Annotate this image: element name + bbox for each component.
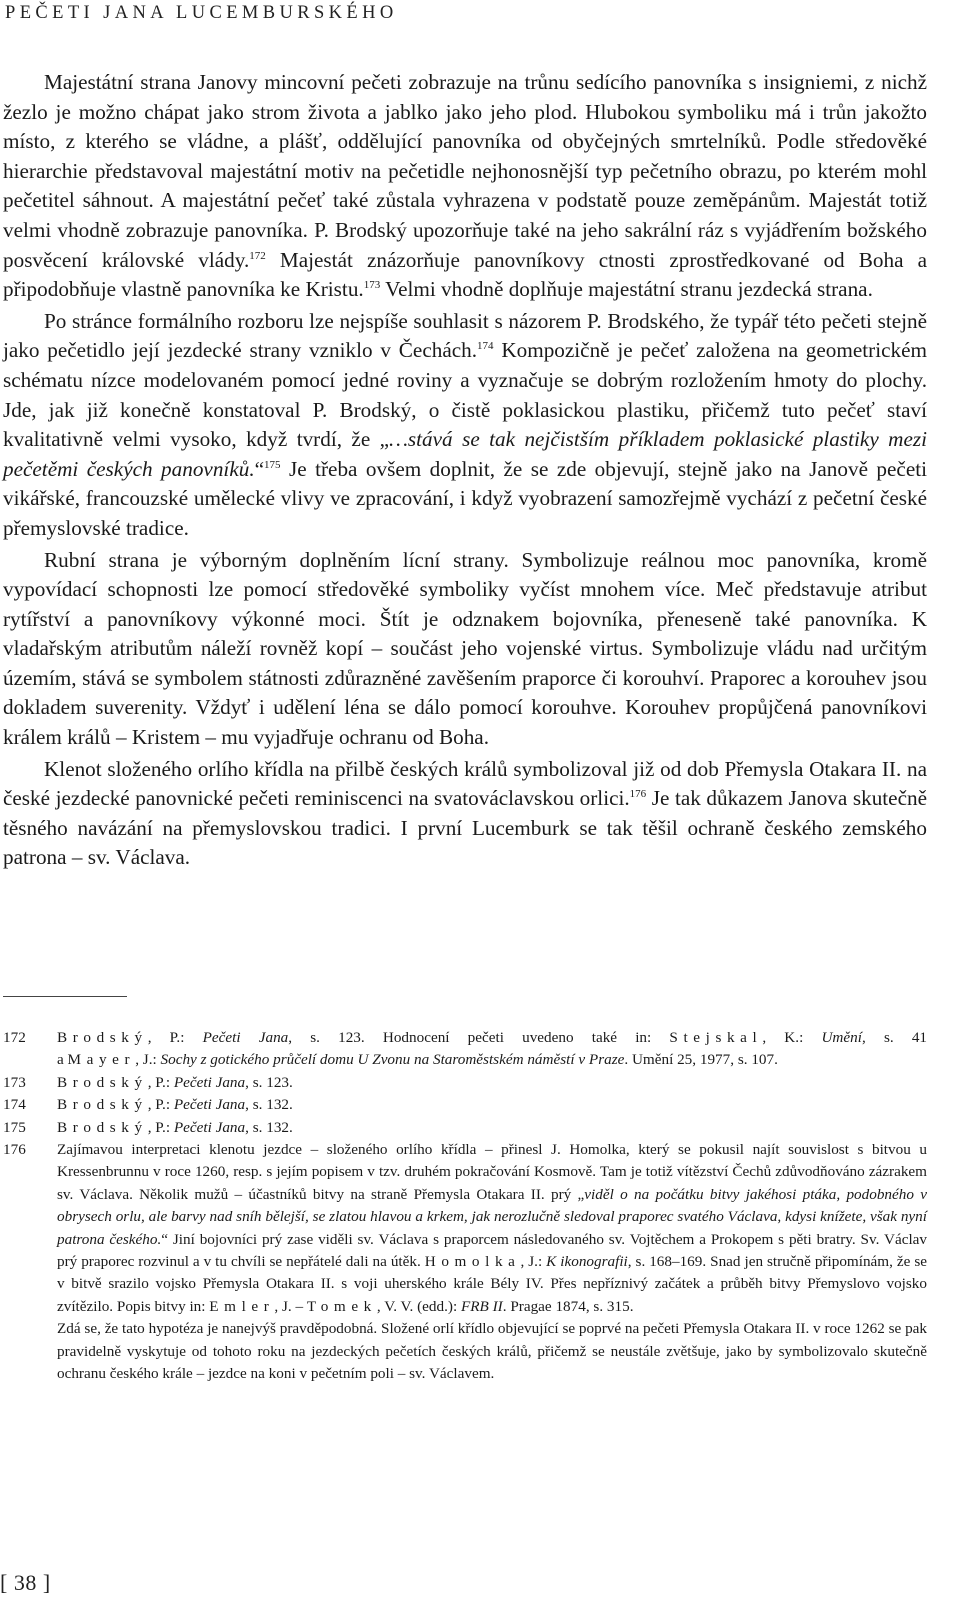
author-name: Mayer — [67, 1051, 136, 1069]
author-name: Brodský — [57, 1073, 148, 1091]
footnote-ref[interactable]: 174 — [477, 340, 494, 353]
footnote-number: 176 — [3, 1141, 26, 1159]
footnote-ref[interactable]: 173 — [363, 279, 381, 292]
footnote-174: 174 Brodský, P.: Pečeti Jana, s. 132. — [3, 1094, 927, 1116]
paragraph: Majestátní strana Janovy mincovní pečeti zobrazuje na trůnu sedícího panovníka s insigniemi, z nichž žezlo je možno chápat jako strom života a jablko jako jeho plod. Hlubokou symboliku má i trůn jakožto místo, z kterého se vládne, a plášť, oddělující panovníka od obyčejných smrtelníků. Podle středověké hierarchie představoval majestátní motiv na pečetidle nejhonosnější typ pečetního obrazu, po kterém mohl pečetitel sáhnout. A majestátní pečeť také zůstala vyhrazena v podstatě pouze zeměpánům. Majestát totiž velmi vhodně zobrazuje panovníka. P. Brodský upozorňuje také na jeho sakrální ráz s vyjádřením božského posvěcení královské vlády.$^{172}$ Majestát znázorňuje panovníkovy ctnosti zprostředkované od Boha a připodobňuje vlastně panovníka ke Kristu.$^{173}$ Velmi vhodně doplňuje majestátní stranu jezdecká strana. — [3, 70, 927, 302]
footnote-number: 172 — [3, 1029, 26, 1046]
author-name: Tomek — [306, 1297, 377, 1315]
footnotes — [3, 1027, 927, 1386]
footnote-number: 173 — [3, 1073, 26, 1091]
paragraph: Po stránce formálního rozboru lze nejspíše souhlasit s názorem P. Brodského, že typář této pečeti stejně jako pečetidlo její jezdecké strany vzniklo v Čechách.$^{174}$ Kompozičně je pečeť založena na geometrickém schématu nízce modelovaném pomocí jedné roviny a vyznačuje se dobrým rozložením hmoty do plochy. Jde, jak již konečně konstatoval P. Brodský, o čistě poklasickou plastiku, přičemž tuto pečeť staví kvalitativně velmi vysoko, když tvrdí, že „…stává se tak nejčistším příkladem poklasické plastiky mezi pečetěmi českých panovníků.“$^{175}$ Je třeba ovšem doplnit, že se zde objevují, stejně jako na Janově pečeti vikářské, francouzské umělecké vlivy ve zpracování, i když vyobrazení samozřejmě vychází z pečetní české přemyslovské tradice. — [3, 308, 928, 540]
page-number: [ 38 ] — [0, 1570, 51, 1595]
author-name: Emler — [209, 1297, 275, 1315]
footnote-176: 176 Zajímavou interpretaci klenotu jezdce – složeného orlího křídla – přinesl J. Homolka, který se pokusil najít souvislost s bitvou u Kressenbrunnu v roce 1260, resp. s jejím popisem v tzv. druhém pokračování Kosmově. Tam je totiž vítězství Čechů zdůvodňováno zázrakem sv. Václava. Několik mužů – účastníků bitvy na straně Přemysla Otakara II. prý „viděl o na počátku bitvy jakéhosi ptáka, podobného v obrysech orlu, ale barvy nad sníh bělejší, se zlatou hlavou a krkem, jak nerozlučně sledoval praporec svatého Václava, kdysi knížete, však nyní patrona českého.“ Jiní bojovníci prý zase viděli sv. Václava s praporcem následovaného sv. Vojtěchem a Prokopem s pěti bratry. Sv. Václav prý praporec rozvinul a v tu chvíli se nepřátelé dali na útěk. Homolka, J.: K ikonografii, s. 168–169. Snad jen stručně připomínám, že se v bitvě srazilo vojsko Přemysla Otakara II. s voji uherského krále Bély IV. Přes nepříznivý začátek a průběh bitvy Přemyslovo vojsko zvítězilo. Popis bitvy in: Emler, J. – Tomek, V. V. (edd.): FRB II. Pragae 1874, s. 315. — [3, 1139, 927, 1318]
running-head: PEČETI JANA LUCEMBURSKÉHO — [5, 3, 398, 23]
footnote-number: 175 — [3, 1118, 26, 1136]
quotation: viděl o na počátku bitvy jakéhosi ptáka, podobného v obrysech orlu, ale barvy nad sníh bělejší, se zlatou hlavou a krkem, jak nerozlučně sledoval praporec svatého Václava, kdysi knížete, však nyní patrona českého. — [57, 1185, 927, 1248]
paragraph: Rubní strana je výborným doplněním lícní strany. Symbolizuje reálnou moc panovníka, kromě vypovídací schopnosti lze pomocí středověké symboliky vyčíst mnohem více. Meč představuje atribut rytířství a panovníkovy výkonné moci. Štít je odznakem bojovníka, přeneseně také panovníka. K vladařským atributům náleží rovněž kopí – součást jeho vojenské virtus. Symbolizuje vládu nad určitým územím, stává se symbolem státnosti zdůrazněné zavěšením praporce či korouhví. Praporec a korouhev jsou dokladem suverenity. Vždyť i udělení léna se dálo pomocí korouhve. Korouhev propůjčená panovníkovi králem králů – Kristem – mu vyjadřuje ochranu od Boha. — [3, 547, 927, 750]
author-name: Homolka — [424, 1253, 521, 1271]
footnote-continuation: Zdá se, že tato hypotéza je nanejvýš pravděpodobná. Složené orlí křídlo objevující se poprvé na pečeti Přemysla Otakara II. v roce 1262 se pak pravidelně vyskytuje od tohoto roku na jezdeckých pečetích českých králů, přičemž se neustále zvětšuje, jako by symbolizovalo skutečně ochranu českého krále – jezdce na koni v pečetním poli – sv. Václavem. — [57, 1320, 927, 1383]
footnote-ref[interactable]: 176 — [629, 788, 647, 801]
footnote-ref[interactable]: 172 — [249, 249, 266, 262]
footnote-175: 175 Brodský, P.: Pečeti Jana, s. 132. — [3, 1117, 927, 1139]
footnote-number: 174 — [3, 1096, 26, 1114]
footnote-172: 172 Brodský, P.: Pečeti Jana, s. 123. Hodnocení pečeti uvedeno také in: Stejskal, K.: Umění, s. 41 a Mayer, J.: Sochy z gotického průčelí domu U Zvonu na Staroměstském náměstí v Praze. Umění 25, 1977, s. 107. — [3, 1027, 927, 1072]
footnote-173: 173 Brodský, P.: Pečeti Jana, s. 123. — [3, 1072, 927, 1094]
author-name: Brodský — [57, 1029, 148, 1046]
author-name: Stejskal — [669, 1029, 763, 1046]
quotation: …stává se tak nejčistším příkladem poklasické plastiky mezi pečetěmi českých panovníků. — [3, 427, 927, 481]
main-text — [3, 68, 927, 873]
author-name: Brodský — [57, 1118, 148, 1136]
footnote-ref[interactable]: 175 — [264, 458, 281, 471]
footnote-divider — [3, 996, 127, 997]
author-name: Brodský — [57, 1096, 148, 1114]
paragraph: Klenot složeného orlího křídla na přilbě českých králů symbolizoval již od dob Přemysla Otakara II. na české jezdecké panovnické pečeti reminiscenci na svatováclavskou orlici.$^{176}$ Je tak důkazem Janova skutečně těsného navázání na přemyslovskou tradici. I první Lucemburk se tak těšil ochraně českého zemského patrona – sv. Václava. — [3, 756, 927, 870]
